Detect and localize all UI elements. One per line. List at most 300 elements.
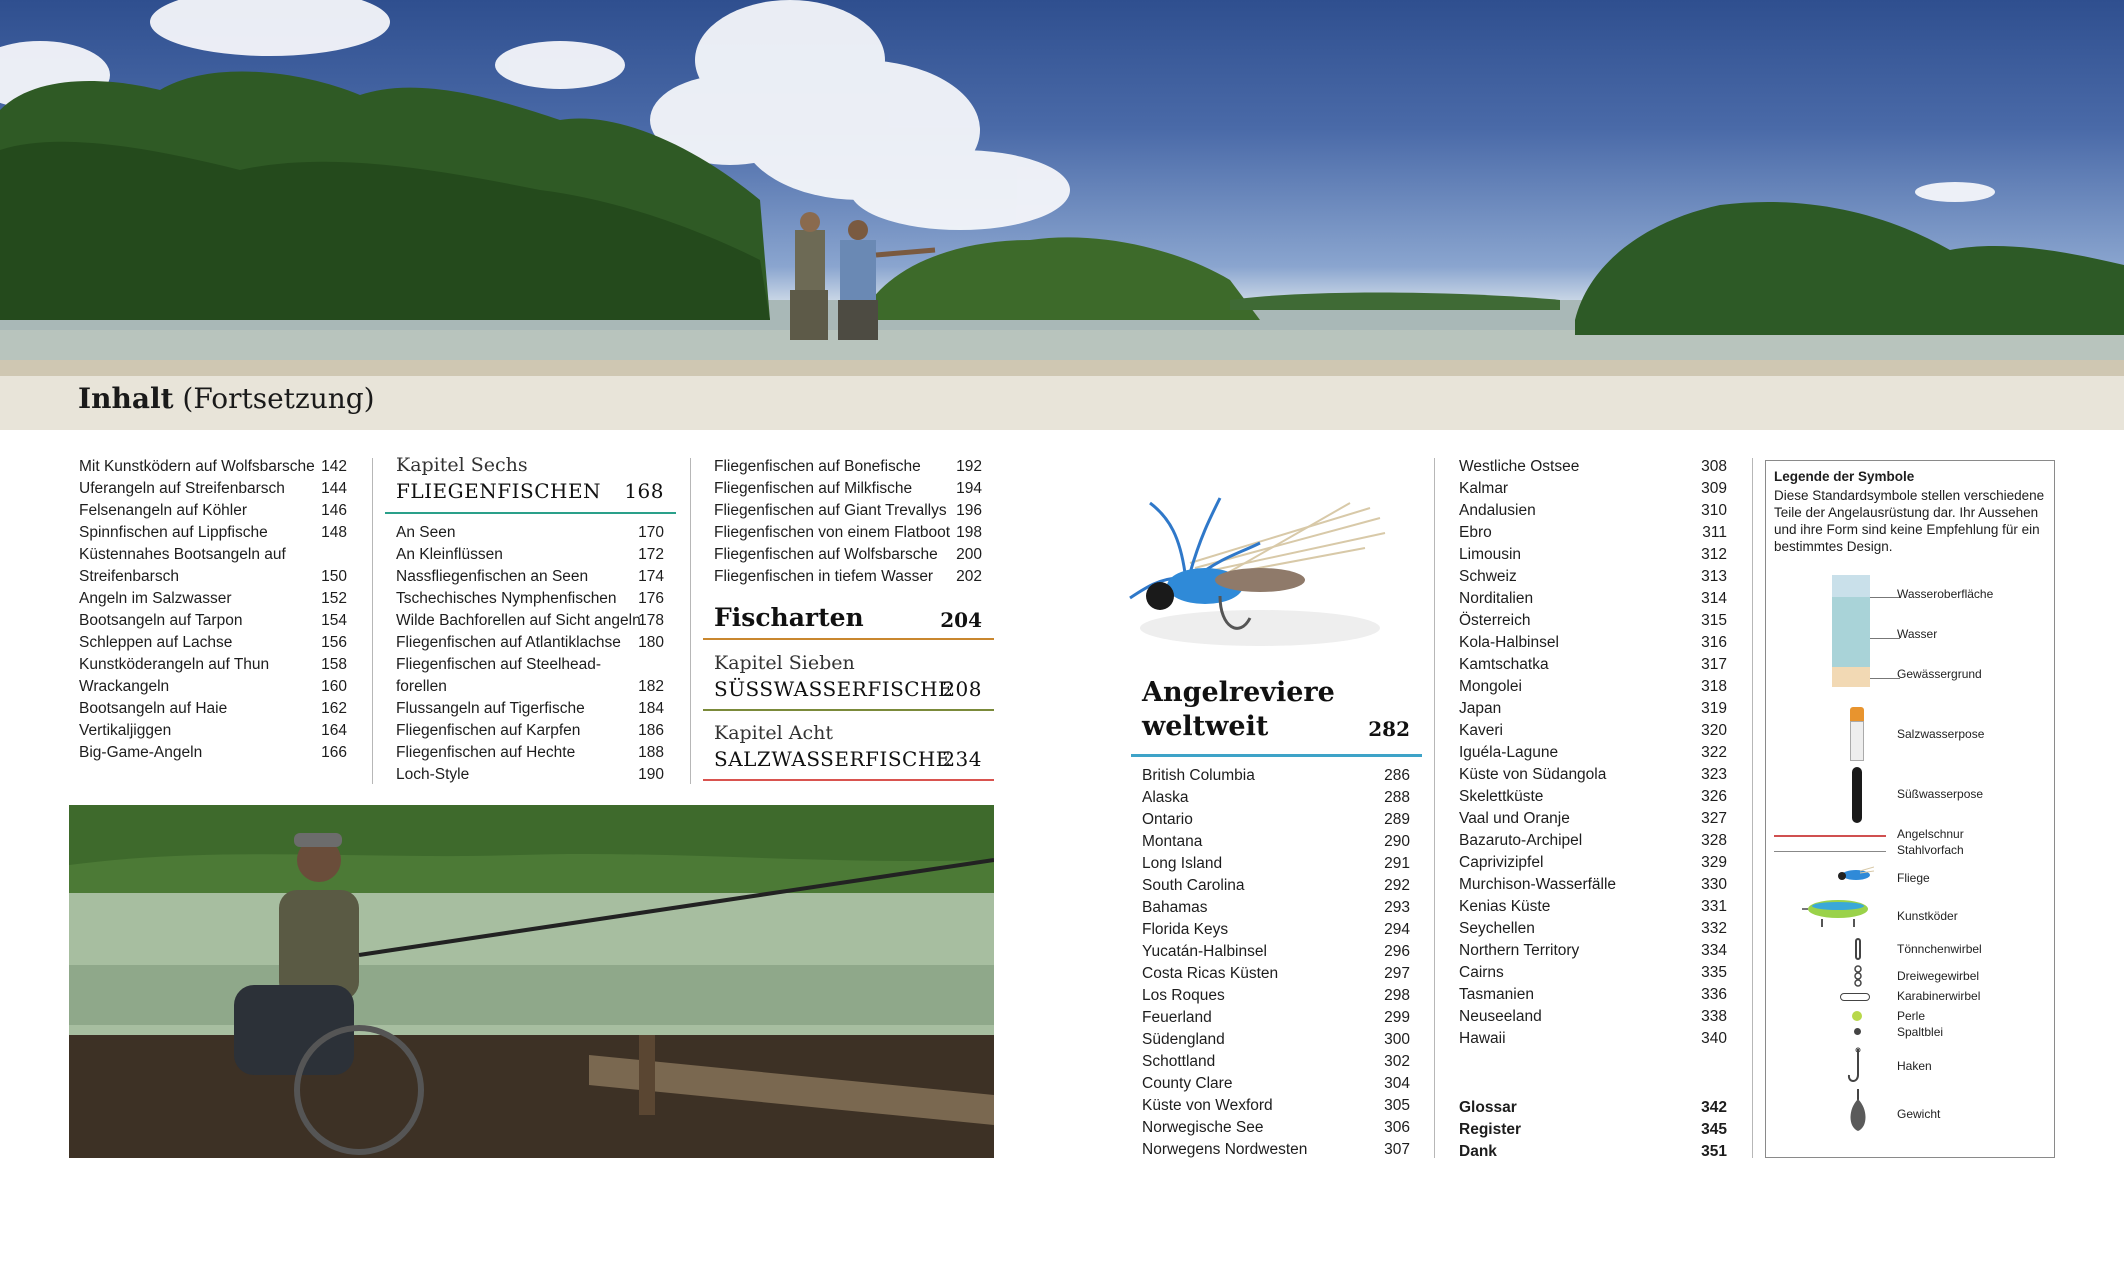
toc-entry-page: 332 <box>1701 920 1727 937</box>
toc-entry[interactable] <box>1142 1117 1410 1139</box>
toc-entry-page: 291 <box>1384 855 1410 872</box>
toc-entry[interactable] <box>79 654 347 676</box>
toc-entry[interactable] <box>1459 588 1727 610</box>
toc-entry[interactable] <box>79 456 347 478</box>
fresh-float-icon <box>1852 767 1862 823</box>
toc-entry-title: Dank <box>1459 1143 1497 1160</box>
toc-entry-page: 150 <box>321 568 347 585</box>
toc-entry-page: 294 <box>1384 921 1410 938</box>
toc-entry[interactable] <box>1142 1029 1410 1051</box>
toc-entry-page: 345 <box>1701 1121 1727 1138</box>
toc-entry[interactable] <box>714 544 982 566</box>
toc-entry-page: 300 <box>1384 1031 1410 1048</box>
toc-entry-title: Westliche Ostsee <box>1459 458 1580 475</box>
toc-entry[interactable] <box>1142 1095 1410 1117</box>
toc-entry-page: 309 <box>1701 480 1727 497</box>
toc-entry-title: forellen <box>396 678 447 695</box>
toc-entry-title: Caprivizipfel <box>1459 854 1544 871</box>
chapter-7-rule <box>703 709 994 711</box>
toc-entry-title: Kola-Halbinsel <box>1459 634 1559 651</box>
toc-entry[interactable] <box>1459 720 1727 742</box>
toc-entry[interactable] <box>1142 787 1410 809</box>
legend-leader-label: Stahlvorfach <box>1897 843 1964 857</box>
three-way-swivel-icon <box>1852 965 1864 987</box>
toc-entry[interactable] <box>1459 676 1727 698</box>
toc-entry-title: Neuseeland <box>1459 1008 1542 1025</box>
toc-entry-title: Long Island <box>1142 855 1223 872</box>
toc-column-4 <box>1142 765 1410 1161</box>
symbol-legend <box>1765 460 2055 1158</box>
toc-entry[interactable] <box>396 588 664 610</box>
toc-entry[interactable] <box>1142 875 1410 897</box>
toc-entry-page: 340 <box>1701 1030 1727 1047</box>
mangrove-scene-image <box>0 0 2124 430</box>
toc-entry[interactable] <box>396 764 664 786</box>
toc-entry-page: 290 <box>1384 833 1410 850</box>
toc-entry-page: 286 <box>1384 767 1410 784</box>
toc-entry-page: 192 <box>956 458 982 475</box>
toc-entry[interactable] <box>1142 963 1410 985</box>
toc-entry-title: Fliegenfischen auf Giant Trevallys <box>714 502 947 519</box>
toc-entry-page: 298 <box>1384 987 1410 1004</box>
toc-entry-page: 148 <box>321 524 347 541</box>
toc-column-2-list <box>396 522 664 786</box>
toc-entry[interactable] <box>1459 698 1727 720</box>
legend-fly-label: Fliege <box>1897 871 1930 885</box>
toc-entry[interactable] <box>1459 478 1727 500</box>
toc-entry-page: 302 <box>1384 1053 1410 1070</box>
chapter-7-title[interactable]: SÜSSWASSERFISCHE 208 <box>714 677 982 701</box>
toc-entry[interactable] <box>1459 984 1727 1006</box>
legend-surface-label: Wasseroberfläche <box>1897 587 1994 601</box>
toc-entry-title: Vaal und Oranje <box>1459 810 1570 827</box>
toc-column-5 <box>1459 456 1727 1050</box>
toc-entry-page: 310 <box>1701 502 1727 519</box>
toc-entry[interactable] <box>396 544 664 566</box>
toc-entry-page: 331 <box>1701 898 1727 915</box>
toc-entry-title: British Columbia <box>1142 767 1255 784</box>
toc-entry-title: Mit Kunstködern auf Wolfsbarsche <box>79 458 315 475</box>
toc-entry[interactable] <box>1459 610 1727 632</box>
toc-entry-page: 319 <box>1701 700 1727 717</box>
toc-entry-page: 162 <box>321 700 347 717</box>
toc-entry-page: 202 <box>956 568 982 585</box>
toc-entry-title: Österreich <box>1459 612 1531 629</box>
legend-three-way-swivel-label: Dreiwegewirbel <box>1897 969 1980 983</box>
toc-entry[interactable] <box>79 742 347 764</box>
toc-entry-page: 152 <box>321 590 347 607</box>
toc-entry-page: 315 <box>1701 612 1727 629</box>
toc-entry-title: Big-Game-Angeln <box>79 744 203 761</box>
weight-icon <box>1846 1089 1870 1133</box>
toc-entry[interactable] <box>396 698 664 720</box>
toc-entry-title: Wilde Bachforellen auf Sicht angeln <box>396 612 641 629</box>
toc-entry-title: Skelettküste <box>1459 788 1544 805</box>
toc-entry[interactable] <box>714 456 982 478</box>
lure-icon <box>1802 897 1874 929</box>
toc-entry[interactable] <box>396 522 664 544</box>
wheelchair-angler-photo <box>69 805 994 1158</box>
water-column-icon <box>1832 575 1870 687</box>
toc-entry-title: Seychellen <box>1459 920 1535 937</box>
toc-entry-page: 194 <box>956 480 982 497</box>
toc-entry-page: 188 <box>638 744 664 761</box>
toc-entry-page: 304 <box>1384 1075 1410 1092</box>
angelreviere-page: 282 <box>1368 717 1410 741</box>
toc-entry[interactable] <box>396 610 664 632</box>
toc-entry[interactable] <box>1459 852 1727 874</box>
toc-entry-title: Alaska <box>1142 789 1189 806</box>
toc-entry[interactable] <box>714 500 982 522</box>
legend-weight-label: Gewicht <box>1897 1107 1941 1121</box>
toc-entry[interactable] <box>79 588 347 610</box>
toc-entry[interactable] <box>1459 1028 1727 1050</box>
hook-icon <box>1846 1047 1870 1087</box>
toc-entry[interactable] <box>1459 742 1727 764</box>
toc-entry-page: 172 <box>638 546 664 563</box>
toc-entry-page: 313 <box>1701 568 1727 585</box>
toc-entry-title: Feuerland <box>1142 1009 1212 1026</box>
legend-barrel-swivel-label: Tönnchenwirbel <box>1897 942 1982 956</box>
toc-entry-page: 326 <box>1701 788 1727 805</box>
toc-entry[interactable] <box>1142 1007 1410 1029</box>
toc-entry-title: Ebro <box>1459 524 1492 541</box>
toc-entry-title: Norwegische See <box>1142 1119 1264 1136</box>
toc-entry-page: 320 <box>1701 722 1727 739</box>
toc-entry-title: Fliegenfischen in tiefem Wasser <box>714 568 934 585</box>
toc-entry[interactable] <box>1459 1006 1727 1028</box>
toc-entry-title: Nassfliegenfischen an Seen <box>396 568 589 585</box>
legend-split-shot-label: Spaltblei <box>1897 1025 1944 1039</box>
toc-entry-page: 144 <box>321 480 347 497</box>
toc-entry[interactable] <box>714 522 982 544</box>
toc-entry-page: 288 <box>1384 789 1410 806</box>
toc-entry-page: 200 <box>956 546 982 563</box>
toc-entry-page: 317 <box>1701 656 1727 673</box>
toc-entry-page: 142 <box>321 458 347 475</box>
toc-entry-title: Fliegenfischen auf Karpfen <box>396 722 581 739</box>
toc-entry[interactable] <box>1142 1139 1410 1161</box>
toc-entry-title: Wrackangeln <box>79 678 170 695</box>
steel-leader-icon <box>1774 851 1886 852</box>
angelreviere-title-line2[interactable]: weltweit 282 <box>1142 710 1410 744</box>
toc-entry-page: 336 <box>1701 986 1727 1003</box>
chapter-6-rule <box>385 512 676 514</box>
toc-entry[interactable] <box>1142 985 1410 1007</box>
toc-entry[interactable] <box>79 522 347 544</box>
legend-hook-label: Haken <box>1897 1059 1932 1073</box>
toc-column-5-end <box>1459 1097 1727 1163</box>
toc-entry-page: 327 <box>1701 810 1727 827</box>
legend-line-label: Angelschnur <box>1897 827 1964 841</box>
toc-entry[interactable] <box>1459 786 1727 808</box>
toc-entry[interactable] <box>1459 764 1727 786</box>
toc-entry-title: County Clare <box>1142 1075 1233 1092</box>
toc-entry-page: 297 <box>1384 965 1410 982</box>
toc-entry-title: Andalusien <box>1459 502 1536 519</box>
toc-entry[interactable] <box>714 566 982 588</box>
toc-entry-title: Tasmanien <box>1459 986 1534 1003</box>
toc-entry-title: Murchison-Wasserfälle <box>1459 876 1617 893</box>
toc-entry-title: Bahamas <box>1142 899 1208 916</box>
toc-entry-title: Fliegenfischen auf Hechte <box>396 744 576 761</box>
toc-entry-page: 299 <box>1384 1009 1410 1026</box>
toc-entry-title: Register <box>1459 1121 1522 1138</box>
toc-column-2 <box>396 453 664 505</box>
toc-entry-title: Bootsangeln auf Haie <box>79 700 228 717</box>
toc-entry-page: 174 <box>638 568 664 585</box>
toc-entry-title: Südengland <box>1142 1031 1225 1048</box>
toc-entry-title: South Carolina <box>1142 877 1245 894</box>
toc-entry[interactable] <box>1459 808 1727 830</box>
toc-entry[interactable] <box>1142 1051 1410 1073</box>
toc-entry-title: Norwegens Nordwesten <box>1142 1141 1308 1158</box>
toc-entry[interactable] <box>1459 566 1727 588</box>
toc-entry-page: 330 <box>1701 876 1727 893</box>
toc-entry[interactable] <box>1459 962 1727 984</box>
toc-entry[interactable] <box>396 676 664 698</box>
toc-entry-title: Glossar <box>1459 1099 1517 1116</box>
hero-photo <box>0 0 2124 430</box>
toc-entry-page: 316 <box>1701 634 1727 651</box>
lake-scene-image <box>69 805 994 1158</box>
toc-column-3 <box>714 456 982 588</box>
toc-entry-title: Tschechisches Nymphenfischen <box>396 590 617 607</box>
barrel-swivel-icon <box>1855 938 1861 960</box>
toc-entry-title: Hawaii <box>1459 1030 1506 1047</box>
toc-entry-title: Küste von Wexford <box>1142 1097 1273 1114</box>
toc-entry-title: Kaveri <box>1459 722 1503 739</box>
toc-entry-title: Spinnfischen auf Lippfische <box>79 524 268 541</box>
bead-icon <box>1852 1011 1862 1021</box>
toc-entry[interactable] <box>1459 456 1727 478</box>
toc-entry-title: Kamtschatka <box>1459 656 1549 673</box>
toc-entry-title: Loch-Style <box>396 766 470 783</box>
column-divider <box>690 458 691 784</box>
toc-entry-title: Schweiz <box>1459 568 1517 585</box>
toc-entry-page: 198 <box>956 524 982 541</box>
toc-entry-title: Fliegenfischen auf Atlantiklachse <box>396 634 621 651</box>
toc-entry[interactable] <box>1459 500 1727 522</box>
toc-entry[interactable] <box>1459 918 1727 940</box>
fishing-line-icon <box>1774 835 1886 837</box>
toc-entry[interactable] <box>79 698 347 720</box>
toc-entry-title: Cairns <box>1459 964 1504 981</box>
toc-entry-title: Fliegenfischen auf Bonefische <box>714 458 921 475</box>
toc-entry-page: 293 <box>1384 899 1410 916</box>
toc-entry-title: Fliegenfischen auf Milkfische <box>714 480 913 497</box>
toc-entry-title: Bazaruto-Archipel <box>1459 832 1583 849</box>
toc-entry-page: 186 <box>638 722 664 739</box>
legend-lure-label: Kunstköder <box>1897 909 1958 923</box>
toc-entry-title: Schleppen auf Lachse <box>79 634 233 651</box>
toc-entry-page: 305 <box>1384 1097 1410 1114</box>
toc-entry-page: 318 <box>1701 678 1727 695</box>
toc-entry[interactable] <box>396 654 664 676</box>
column-divider <box>1434 458 1435 1158</box>
toc-entry-title: Küste von Südangola <box>1459 766 1607 783</box>
toc-entry[interactable] <box>1459 654 1727 676</box>
toc-entry[interactable] <box>396 742 664 764</box>
chapter-8-label: Kapitel Acht <box>714 722 833 744</box>
toc-entry-title: Kenias Küste <box>1459 898 1551 915</box>
toc-entry-page: 196 <box>956 502 982 519</box>
toc-entry-page: 289 <box>1384 811 1410 828</box>
toc-entry-title: Uferangeln auf Streifenbarsch <box>79 480 285 497</box>
fischarten-block <box>714 601 982 635</box>
toc-entry-page: 312 <box>1701 546 1727 563</box>
toc-entry-title: Kunstköderangeln auf Thun <box>79 656 270 673</box>
fischarten-title[interactable]: Fischarten 204 <box>714 603 982 632</box>
toc-entry[interactable] <box>396 720 664 742</box>
toc-entry-page: 158 <box>321 656 347 673</box>
toc-entry[interactable] <box>1459 896 1727 918</box>
toc-entry-page: 323 <box>1701 766 1727 783</box>
toc-entry[interactable] <box>1459 522 1727 544</box>
toc-entry-page: 311 <box>1702 524 1727 541</box>
toc-entry[interactable] <box>714 478 982 500</box>
toc-entry-page: 351 <box>1701 1143 1727 1160</box>
legend-description: Diese Standardsymbole stellen verschiedene Teile der Angelausrüstung dar. Ihr Aussehen und ihre Form sind keine Empfehlung für ein bestimmtes Design. <box>1774 488 2045 554</box>
toc-entry-title: Fliegenfischen auf Steelhead- <box>396 656 602 673</box>
fly-icon <box>1834 865 1874 885</box>
toc-entry-page: 335 <box>1701 964 1727 981</box>
legend-salt-float-label: Salzwasserpose <box>1897 727 1985 741</box>
toc-entry-title: Küstennahes Bootsangeln auf <box>79 546 286 563</box>
toc-entry-page: 342 <box>1701 1099 1727 1116</box>
toc-entry-page: 328 <box>1701 832 1727 849</box>
toc-entry-title: Vertikaljiggen <box>79 722 172 739</box>
fischarten-rule <box>703 638 994 640</box>
toc-entry-page: 156 <box>321 634 347 651</box>
toc-entry[interactable] <box>1142 765 1410 787</box>
toc-entry[interactable] <box>396 632 664 654</box>
toc-entry-page: 296 <box>1384 943 1410 960</box>
toc-entry-title: Limousin <box>1459 546 1522 563</box>
toc-entry-title: Flussangeln auf Tigerfische <box>396 700 585 717</box>
split-shot-icon <box>1854 1028 1861 1035</box>
chapter-6-label: Kapitel Sechs <box>396 454 528 476</box>
toc-entry-page: 322 <box>1701 744 1727 761</box>
toc-entry-page: 184 <box>638 700 664 717</box>
toc-entry-page: 178 <box>638 612 664 629</box>
toc-entry[interactable] <box>79 478 347 500</box>
toc-entry-page: 292 <box>1384 877 1410 894</box>
toc-entry[interactable] <box>1142 941 1410 963</box>
toc-entry[interactable] <box>1142 897 1410 919</box>
legend-title: Legende der Symbole <box>1774 469 1915 484</box>
toc-entry-title: Fliegenfischen auf Wolfsbarsche <box>714 546 938 563</box>
toc-entry[interactable] <box>1142 1073 1410 1095</box>
toc-entry-page: 176 <box>638 590 664 607</box>
toc-entry-title: Iguéla-Lagune <box>1459 744 1559 761</box>
toc-entry-title: Japan <box>1459 700 1502 717</box>
toc-entry-title: Schottland <box>1142 1053 1216 1070</box>
snap-swivel-icon <box>1840 993 1870 1001</box>
toc-entry[interactable] <box>1459 1141 1727 1163</box>
toc-entry-title: Streifenbarsch <box>79 568 179 585</box>
angelreviere-rule <box>1131 754 1422 757</box>
toc-entry-title: An Kleinflüssen <box>396 546 503 563</box>
toc-entry-page: 314 <box>1701 590 1727 607</box>
column-divider <box>372 458 373 784</box>
toc-column-1 <box>79 456 347 764</box>
toc-entry-title: Mongolei <box>1459 678 1522 695</box>
toc-entry[interactable] <box>79 610 347 632</box>
toc-entry-title: An Seen <box>396 524 456 541</box>
toc-entry-title: Felsenangeln auf Köhler <box>79 502 248 519</box>
toc-entry-title: Fliegenfischen von einem Flatboot <box>714 524 951 541</box>
legend-water-label: Wasser <box>1897 627 1938 641</box>
angelreviere-title-line1[interactable]: Angelreviere <box>1142 677 1335 708</box>
toc-entry-page: 308 <box>1701 458 1727 475</box>
toc-entry[interactable] <box>1459 1097 1727 1119</box>
toc-entry-title: Costa Ricas Küsten <box>1142 965 1279 982</box>
toc-entry[interactable] <box>1142 853 1410 875</box>
toc-entry-title: Norditalien <box>1459 590 1534 607</box>
toc-entry-page: 334 <box>1701 942 1727 959</box>
toc-entry[interactable] <box>1459 544 1727 566</box>
toc-entry-page: 190 <box>638 766 664 783</box>
chapter-7-block <box>714 651 982 703</box>
toc-entry[interactable] <box>79 720 347 742</box>
toc-entry-title: Montana <box>1142 833 1203 850</box>
toc-entry-page: 166 <box>321 744 347 761</box>
chapter-8-block <box>714 721 982 773</box>
toc-entry-title: Ontario <box>1142 811 1193 828</box>
toc-entry-page: 146 <box>321 502 347 519</box>
column-divider <box>1752 458 1753 1158</box>
legend-bead-label: Perle <box>1897 1009 1926 1023</box>
toc-entry-page: 338 <box>1701 1008 1727 1025</box>
toc-entry[interactable] <box>1459 874 1727 896</box>
toc-entry-page: 306 <box>1384 1119 1410 1136</box>
salt-float-icon <box>1850 707 1864 761</box>
toc-entry[interactable] <box>1142 919 1410 941</box>
chapter-8-title[interactable]: SALZWASSERFISCHE 234 <box>714 747 982 771</box>
toc-entry-title: Yucatán-Halbinsel <box>1142 943 1267 960</box>
toc-entry[interactable] <box>1142 809 1410 831</box>
toc-entry-title: Los Roques <box>1142 987 1225 1004</box>
toc-entry-page: 160 <box>321 678 347 695</box>
toc-entry-title: Florida Keys <box>1142 921 1229 938</box>
toc-entry-title: Kalmar <box>1459 480 1509 497</box>
toc-entry-title: Northern Territory <box>1459 942 1580 959</box>
toc-entry[interactable] <box>1142 831 1410 853</box>
toc-entry-page: 164 <box>321 722 347 739</box>
toc-entry-title: Angeln im Salzwasser <box>79 590 232 607</box>
fishing-fly-image <box>1110 478 1410 668</box>
toc-entry-page: 154 <box>321 612 347 629</box>
toc-entry-page: 180 <box>638 634 664 651</box>
chapter-7-label: Kapitel Sieben <box>714 652 855 674</box>
toc-entry[interactable] <box>79 632 347 654</box>
chapter-6-title[interactable]: FLIEGENFISCHEN 168 <box>396 479 664 503</box>
toc-entry[interactable] <box>79 544 347 566</box>
toc-entry[interactable] <box>79 676 347 698</box>
toc-entry[interactable] <box>79 566 347 588</box>
toc-entry-page: 329 <box>1701 854 1727 871</box>
toc-entry[interactable] <box>396 566 664 588</box>
toc-entry[interactable] <box>1459 1119 1727 1141</box>
angelreviere-block <box>1142 676 1410 744</box>
toc-entry[interactable] <box>79 500 347 522</box>
toc-entry-title: Bootsangeln auf Tarpon <box>79 612 243 629</box>
toc-entry[interactable] <box>1459 940 1727 962</box>
toc-entry[interactable] <box>1459 830 1727 852</box>
toc-entry[interactable] <box>1459 632 1727 654</box>
page-title: Inhalt (Fortsetzung) <box>78 382 375 415</box>
